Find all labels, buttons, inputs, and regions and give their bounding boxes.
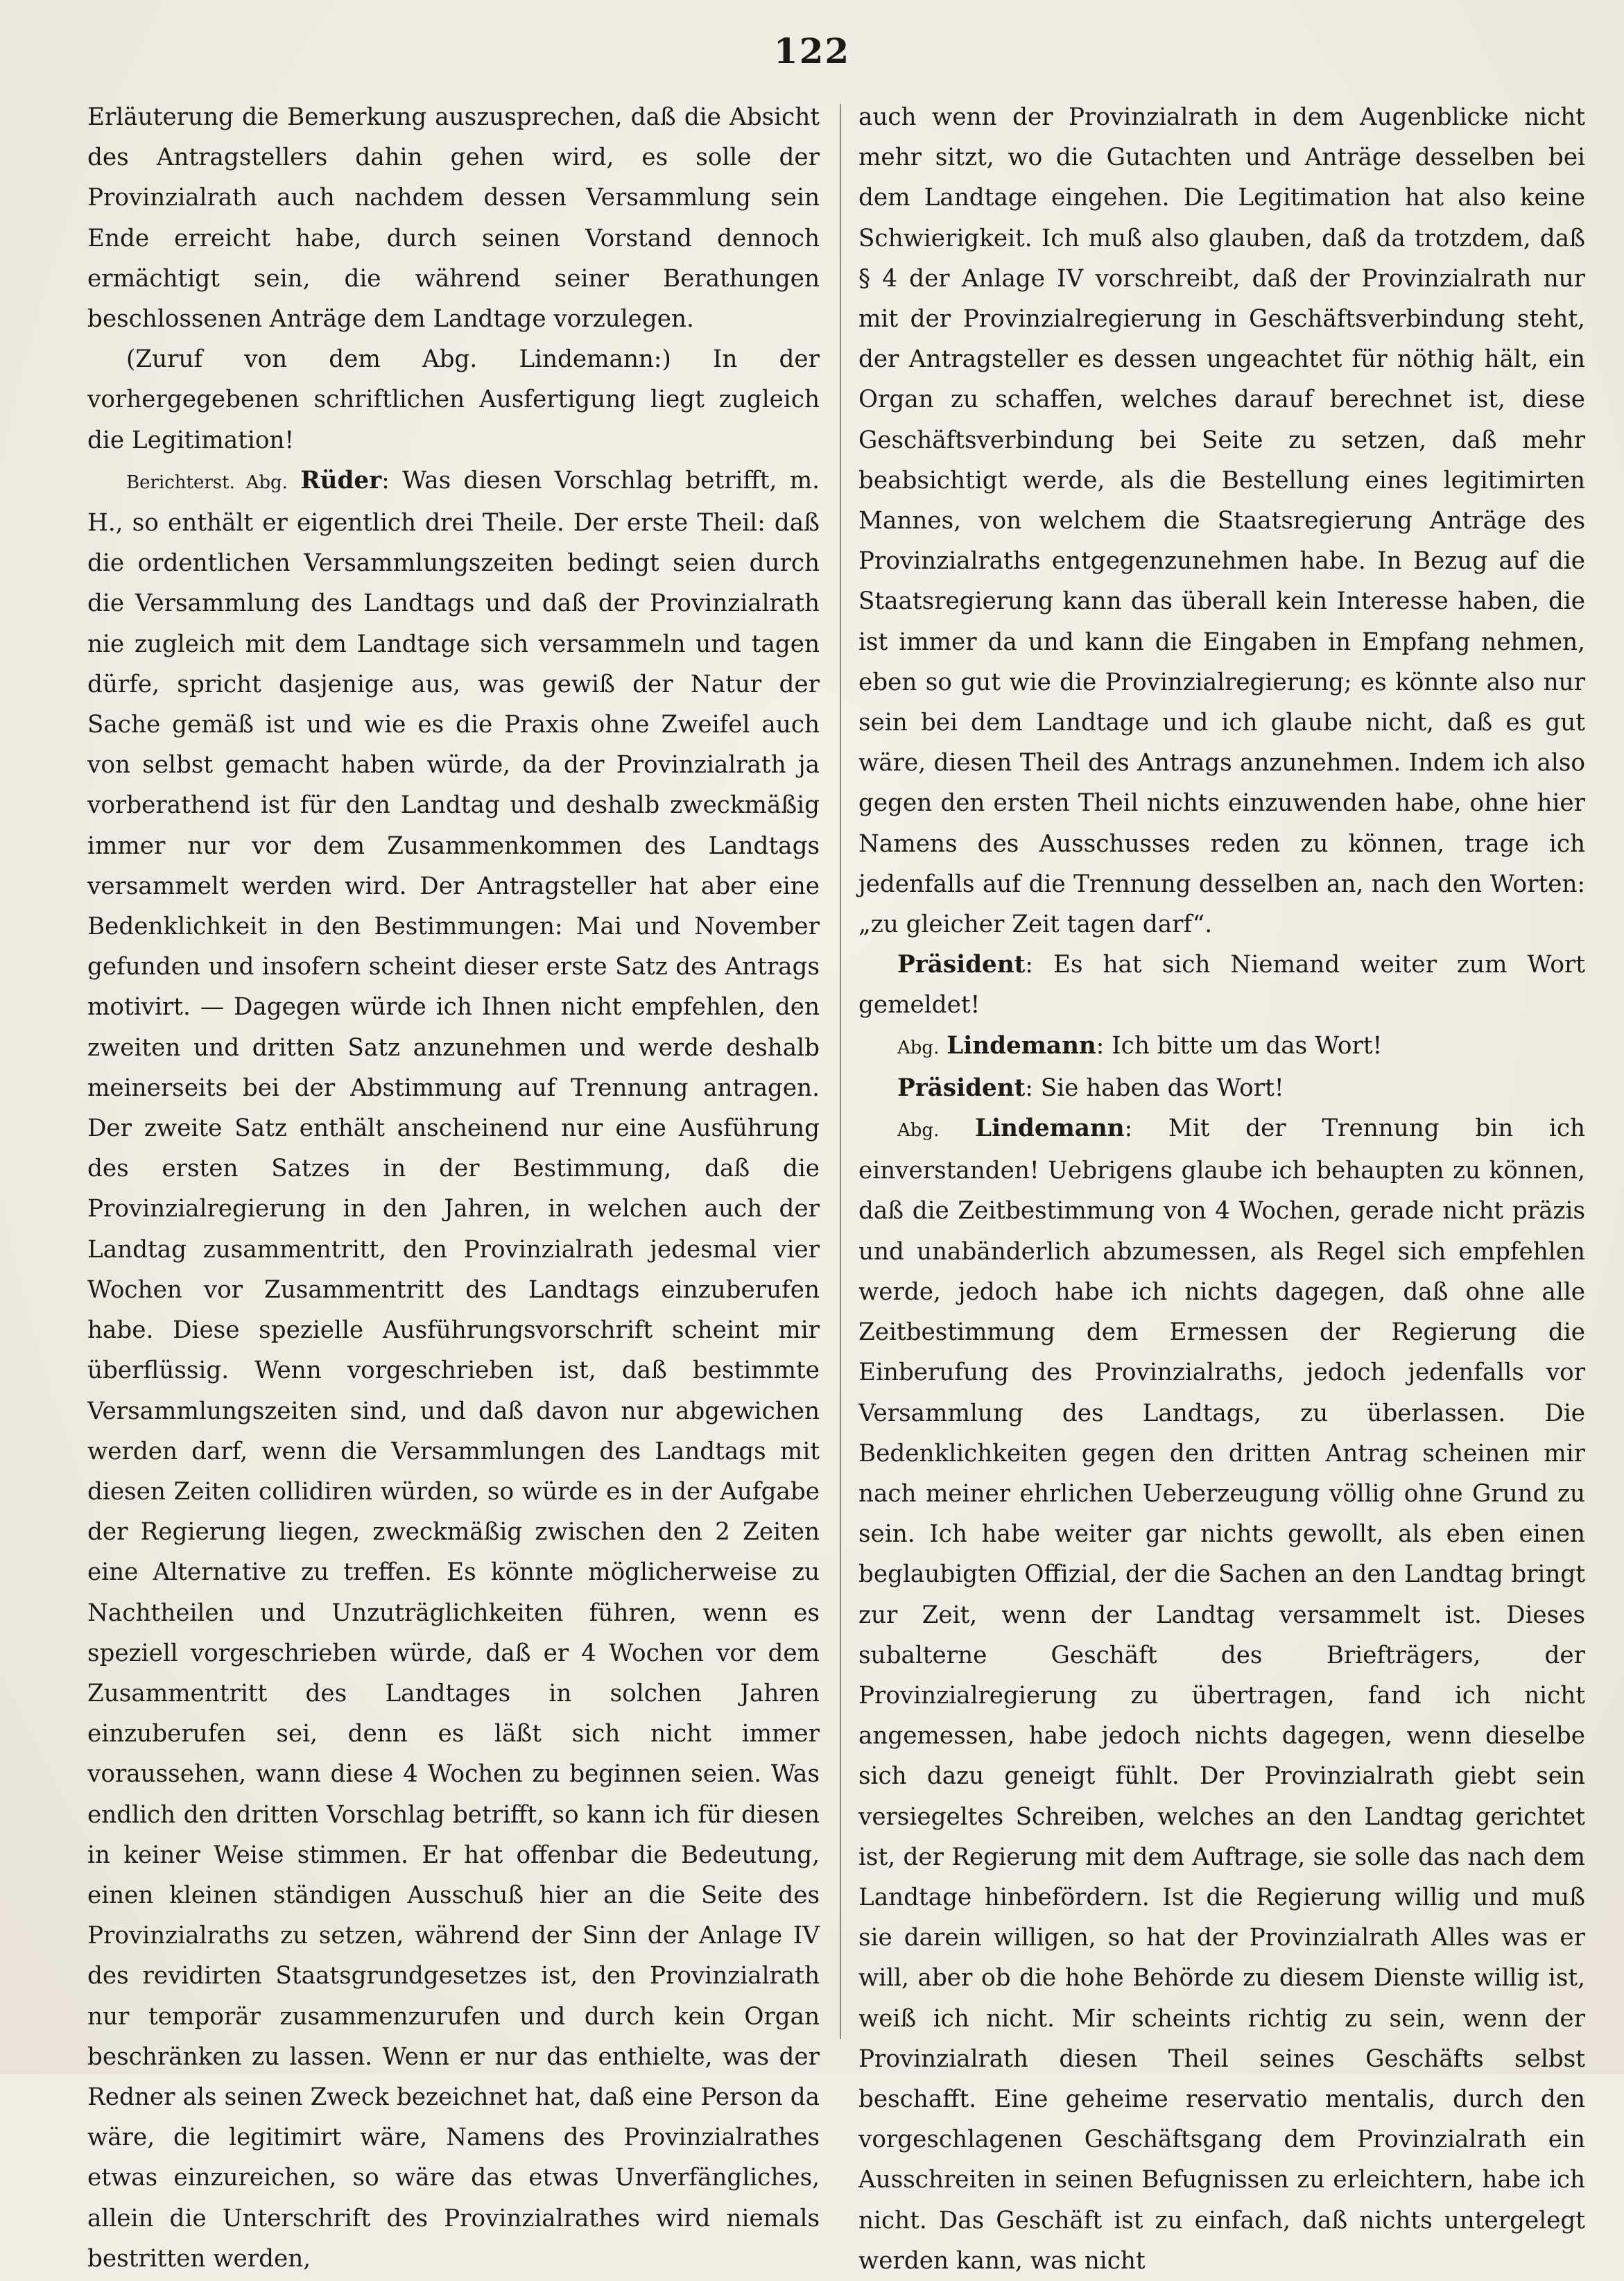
interjection-text: (Zuruf von dem Abg. Lindemann:) In der vorhergegebenen schriftlichen Ausfertigung liegt zugleich die Legitimation! — [87, 345, 820, 454]
speaker-name: Präsident — [897, 1074, 1026, 1102]
speech-text: : Was diesen Vorschlag betrifft, m. H., so enthält er eigentlich drei Theile. Der erste Theil: daß die ordentlichen Versammlungszeiten bedingt seien durch die Versammlung des Landtags und daß der Provinzialrath nie zugleich mit dem Landtage sich versammeln und tagen dürfe, spricht dasjenige aus, was gewiß der Natur der Sache gemäß ist und wie es die Praxis ohne Zweifel auch von selbst gemacht haben würde, da der Provinzialrath ja vorberathend ist für den Landtag und deshalb zweckmäßig immer nur vor dem Zusammenkommen des Landtags versammelt werden wird. Der Antragsteller hat aber eine Bedenklichkeit in den Bestimmungen: Mai und November gefunden und insofern scheint dieser erste Satz des Antrags motivirt. — Dagegen würde ich Ihnen nicht empfehlen, den zweiten und dritten Satz anzunehmen und werde deshalb meinerseits bei der Abstimmung auf Trennung antragen. Der zweite Satz enthält anscheinend nur eine Ausführung des ersten Satzes in der Bestimmung, daß die Provinzialregierung in den Jahren, in welchen auch der Landtag zusammentritt, den Provinzialrath jedesmal vier Wochen vor Zusammentritt des Landtags einzuberufen habe. Diese spezielle Ausführungsvorschrift scheint mir überflüssig. Wenn vorgeschrieben ist, daß bestimmte Versammlungszeiten sind, und daß davon nur abgewichen werden darf, wenn die Versammlungen des Landtags mit diesen Zeiten collidiren würden, so würde es in der Aufgabe der Regierung liegen, zweckmäßig zwischen den 2 Zeiten eine Alternative zu treffen. Es könnte möglicherweise zu Nachtheilen und Unzuträglichkeiten führen, wenn es speziell vorgeschrieben würde, daß er 4 Wochen vor dem Zusammentritt des Landtages in solchen Jahren einzuberufen sei, denn es läßt sich nicht immer voraussehen, wann diese 4 Wochen zu beginnen seien. Was endlich den dritten Vorschlag betrifft, so kann ich für diesen in keiner Weise stimmen. Er hat offenbar die Bedeutung, einen kleinen ständigen Ausschuß hier an die Seite des Provinzialraths zu setzen, während der Sinn der Anlage IV des revidirten Staatsgrundgesetzes ist, den Provinzialrath nur temporär zusammenzurufen und durch kein Organ beschränken zu lassen. Wenn er nur das enthielte, was der Redner als seinen Zweck bezeichnet hat, daß eine Person da wäre, die legitimirt wäre, Namens des Provinzialrathes etwas einzureichen, so wäre das etwas Unverfängliches, allein die Unterschrift des Provinzialrathes wird niemals bestritten werden, — [87, 466, 820, 2273]
speech-praesident-1 — [858, 945, 1585, 1025]
speech-text: : Ich bitte um das Wort! — [1096, 1031, 1383, 1060]
paragraph-text: auch wenn der Provinzialrath in dem Augenblicke nicht mehr sitzt, wo die Gutachten und Anträge desselben bei dem Landtage eingehen. Die Legitimation hat also keine Schwierigkeit. Ich muß also glauben, daß da trotzdem, daß § 4 der Anlage IV vorschreibt, daß der Provinzialrath nur mit der Provinzialregierung in Geschäftsverbindung steht, der Antragsteller es dessen ungeachtet für nöthig hält, ein Organ zu schaffen, welches darauf berechnet ist, diese Geschäftsverbindung bei Seite zu setzen, daß mehr beabsichtigt werde, als die Bestellung eines legitimirten Mannes, von welchem die Staatsregierung Anträge des Provinzialraths entgegenzunehmen habe. In Bezug auf die Staatsregierung kann das überall kein Interesse haben, die ist immer da und kann die Eingaben in Empfang nehmen, eben so gut wie die Provinzialregierung; es könnte also nur sein bei dem Landtage und ich glaube nicht, daß es gut wäre, diesen Theil des Antrags anzunehmen. Indem ich also gegen den ersten Theil nichts einzuwenden habe, ohne hier Namens des Ausschusses reden zu können, trage ich jedenfalls auf die Trennung desselben an, nach den Worten: „zu gleicher Zeit tagen darf“. — [858, 103, 1585, 939]
speech-text: : Es hat sich Niemand weiter zum Wort gemeldet! — [858, 951, 1585, 1019]
speaker-name: Lindemann — [947, 1031, 1096, 1060]
paragraph-interjection — [87, 339, 820, 460]
speech-praesident-2 — [858, 1068, 1585, 1108]
paragraph-text: Erläuterung die Bemerkung auszusprechen, daß die Absicht des Antragstellers dahin gehen wird, es solle der Provinzialrath auch nachdem dessen Versammlung sein Ende erreicht habe, durch seinen Vorstand dennoch ermächtigt sein, die während seiner Berathungen beschlossenen Anträge dem Landtage vorzulegen. — [87, 103, 820, 334]
speaker-name: Rüder — [300, 466, 382, 494]
speech-text: : Sie haben das Wort! — [1025, 1074, 1284, 1102]
speaker-name: Lindemann — [975, 1114, 1125, 1143]
speech-lindemann-2 — [858, 1108, 1585, 2281]
right-column — [858, 97, 1585, 2281]
speaker-role-label: Abg. — [897, 1037, 940, 1058]
paragraph-continuation — [858, 97, 1585, 945]
speech-rueder — [87, 460, 820, 2279]
column-divider — [840, 104, 841, 2039]
page-number: 122 — [773, 31, 851, 71]
speech-lindemann-1 — [858, 1026, 1585, 1068]
speaker-name: Präsident — [897, 951, 1026, 979]
speech-text: : Mit der Trennung bin ich einverstanden! Uebrigens glaube ich behaupten zu können, daß die Zeitbestimmung von 4 Wochen, gerade nicht präzis und unabänderlich abzumessen, als Regel sich empfehlen werde, jedoch habe ich nichts dagegen, daß ohne alle Zeitbestimmung dem Ermessen der Regierung die Einberufung des Provinzialraths, jedoch jedenfalls vor Versammlung des Landtags, zu überlassen. Die Bedenklichkeiten gegen den dritten Antrag scheinen mir nach meiner ehrlichen Ueberzeugung völlig ohne Grund zu sein. Ich habe weiter gar nichts gewollt, als eben einen beglaubigten Offizial, der die Sachen an den Landtag bringt zur Zeit, wenn der Landtag versammelt ist. Dieses subalterne Geschäft des Briefträgers, der Provinzialregierung zu übertragen, fand ich nicht angemessen, habe jedoch nichts dagegen, wenn dieselbe sich dazu geneigt fühlt. Der Provinzialrath giebt sein versiegeltes Schreiben, welches an den Landtag gerichtet ist, der Regierung mit dem Auftrage, sie solle das nach dem Landtage hinbefördern. Ist die Regierung willig und muß sie darein willigen, so hat der Provinzialrath Alles was er will, aber ob die hohe Behörde zu diesem Dienste willig ist, weiß ich nicht. Mir scheints richtig zu sein, wenn der Provinzialrath diesen Theil seines Geschäfts selbst beschafft. Eine geheime reservatio mentalis, durch den vorgeschlagenen Geschäftsgang dem Provinzialrath ein Ausschreiten in seinen Befugnissen zu erleichtern, habe ich nicht. Das Geschäft ist zu einfach, daß nichts untergelegt werden kann, was nicht — [858, 1114, 1585, 2275]
left-column — [87, 97, 820, 2279]
speaker-role-label: Abg. — [897, 1120, 940, 1142]
speaker-role-label: Berichterst. Abg. — [126, 472, 288, 493]
paragraph-continuation — [87, 97, 820, 339]
